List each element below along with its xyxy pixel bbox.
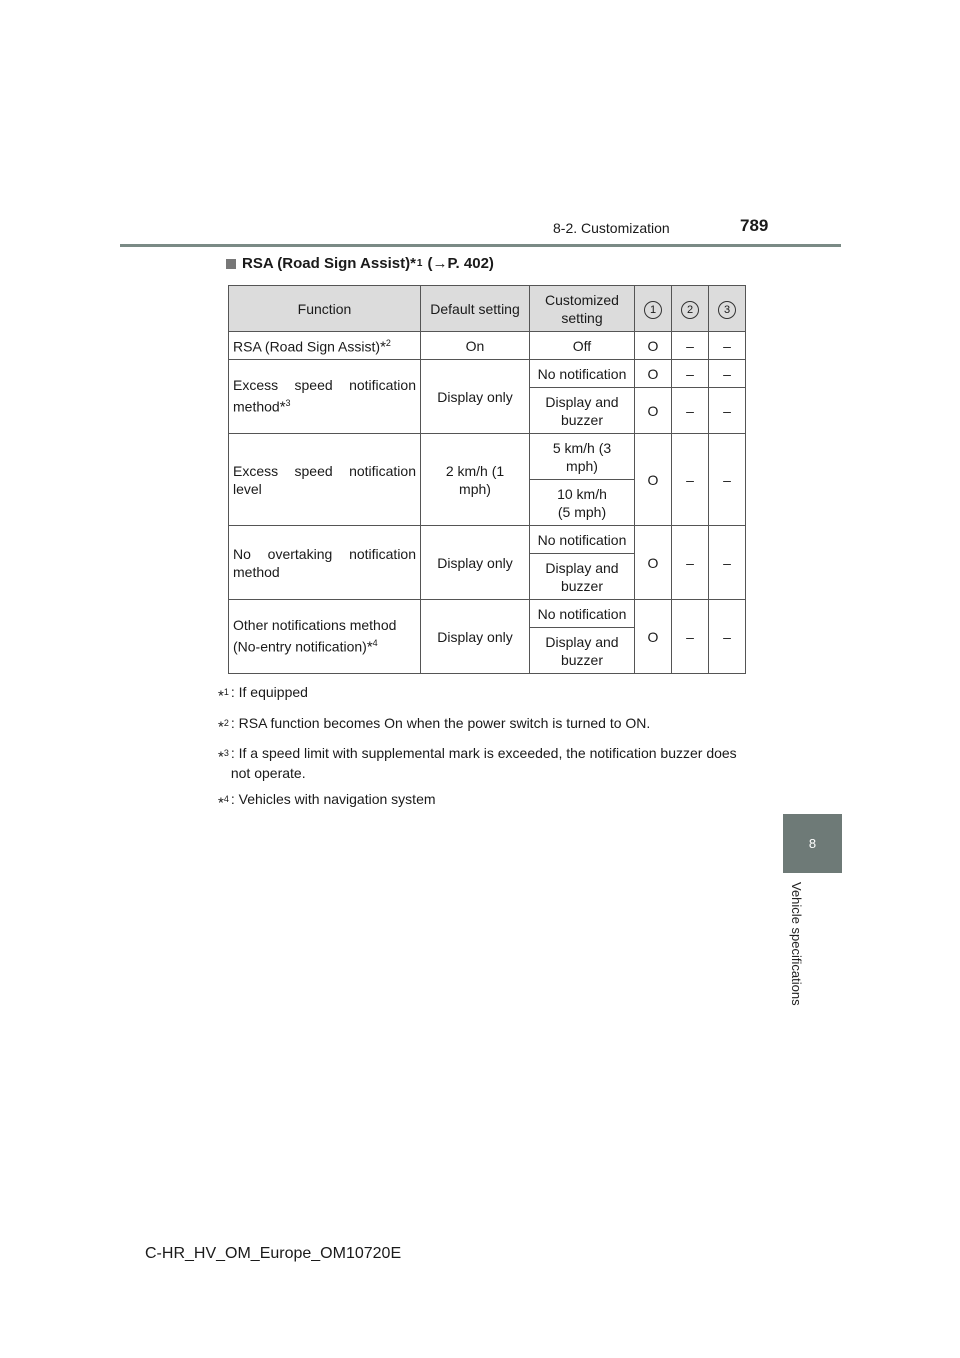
page-number: 789 [740, 216, 769, 235]
setting-3-cell: – [709, 526, 746, 600]
setting-2-cell: – [672, 600, 709, 674]
table-row [229, 434, 746, 480]
header-function: Function [229, 286, 421, 332]
footnote-3: *$^3$ : If a speed limit with supplemental mark is exceeded, the notification buzzer does not operate. [218, 745, 737, 782]
setting-2-cell: – [672, 388, 709, 434]
setting-1-cell: O [635, 526, 672, 600]
chapter-number: 8 [808, 836, 817, 851]
settings-table [228, 285, 746, 674]
setting-1-cell: O [635, 600, 672, 674]
setting-3-cell: – [709, 360, 746, 388]
table-row [229, 526, 746, 554]
function-cell: Excess speed notification level [229, 434, 421, 526]
setting-2-cell: – [672, 434, 709, 526]
custom-cell: Display and buzzer [530, 388, 635, 434]
function-cell: Other notifications method (No-entry notification)*$^4$ [229, 600, 421, 674]
default-cell: On [421, 332, 530, 360]
header-customized: Customized setting [530, 286, 635, 332]
setting-2-cell: – [672, 360, 709, 388]
default-cell: Display only [421, 600, 530, 674]
circled-2-icon: 2 [681, 301, 699, 319]
setting-2-cell: – [672, 332, 709, 360]
header-default: Default setting [421, 286, 530, 332]
table-row [229, 332, 746, 360]
function-cell: Excess speed notification method*$^3$ [229, 360, 421, 434]
chapter-tab[interactable] [783, 814, 842, 873]
table-row [229, 600, 746, 628]
custom-cell: No notification [530, 360, 635, 388]
section-title-star: * [410, 255, 416, 272]
document-code: C-HR_HV_OM_Europe_OM10720E [145, 1245, 402, 1262]
default-cell: Display only [421, 526, 530, 600]
square-bullet-icon [226, 259, 236, 269]
setting-3-cell: – [709, 600, 746, 674]
function-cell: RSA (Road Sign Assist)*$^2$ [229, 332, 421, 360]
setting-3-cell: – [709, 332, 746, 360]
custom-cell: 5 km/h (3 mph) [530, 434, 635, 480]
custom-cell: Off [530, 332, 635, 360]
custom-cell: 10 km/h (5 mph) [530, 480, 635, 526]
default-cell: Display only [421, 360, 530, 434]
chapter-label: Vehicle specifications [789, 882, 804, 1006]
section-title-sup: 1 [416, 258, 423, 269]
setting-1-cell: O [635, 332, 672, 360]
setting-1-cell: O [635, 434, 672, 526]
circled-1-icon: 1 [644, 301, 662, 319]
header-rule [120, 244, 841, 247]
setting-1-cell: O [635, 360, 672, 388]
header-section-title: 8-2. Customization [553, 220, 670, 236]
custom-cell: No notification [530, 526, 635, 554]
section-title-text: RSA (Road Sign Assist) [242, 255, 411, 272]
table-row [229, 360, 746, 388]
footnote-4: *$^4$ : Vehicles with navigation system [218, 791, 436, 812]
setting-1-cell: O [635, 388, 672, 434]
table-header-row [229, 286, 746, 332]
circled-3-icon: 3 [718, 301, 736, 319]
setting-3-cell: – [709, 388, 746, 434]
custom-cell: No notification [530, 600, 635, 628]
footnote-2: *$^2$ : RSA function becomes On when the power switch is turned to ON. [218, 714, 651, 736]
section-title [226, 255, 494, 272]
footnote-1: *$^1$ : If equipped [218, 684, 308, 705]
custom-cell: Display and buzzer [530, 554, 635, 600]
setting-3-cell: – [709, 434, 746, 526]
footnotes [218, 682, 758, 820]
setting-2-cell: – [672, 526, 709, 600]
function-cell: No overtaking notification method [229, 526, 421, 600]
custom-cell: Display and buzzer [530, 628, 635, 674]
section-ref-link[interactable]: (→P. 402) [427, 255, 494, 272]
default-cell: 2 km/h (1 mph) [421, 434, 530, 526]
